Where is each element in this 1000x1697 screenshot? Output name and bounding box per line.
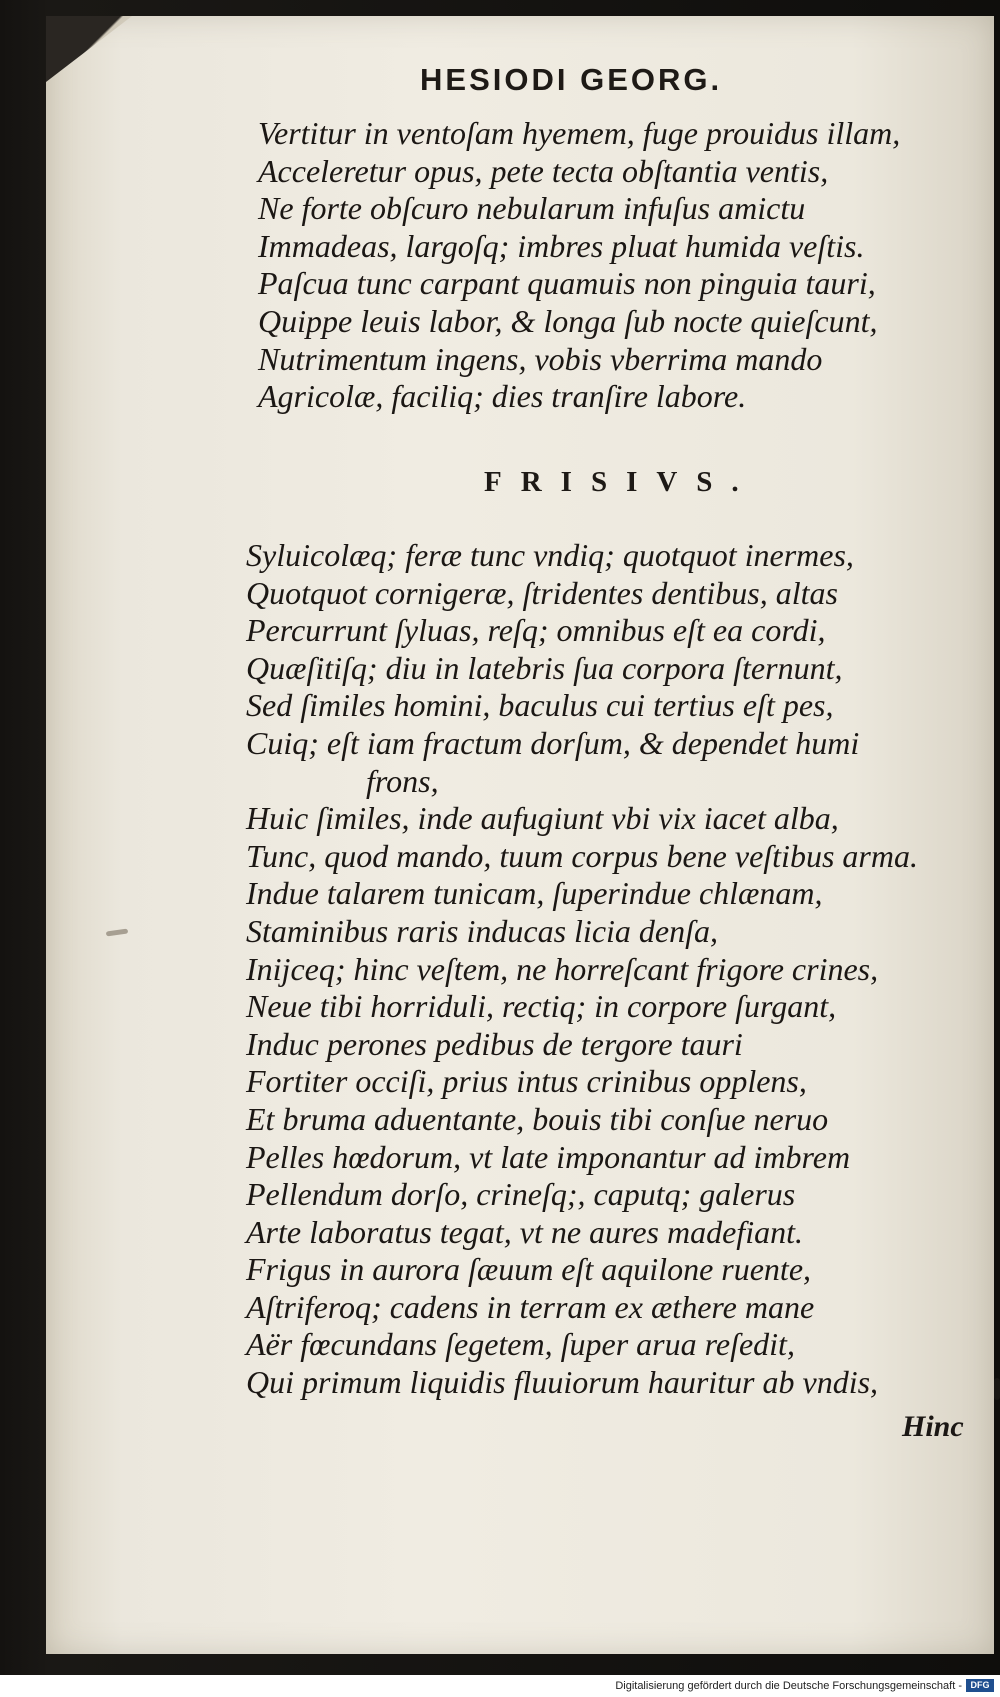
verse-line: Quippe leuis labor, & longa ſub nocte quieſcunt, [258, 302, 878, 339]
verse-line: Indue talarem tunicam, ſuperindue chlænam, [246, 875, 823, 912]
verse-line: Fortiter occiſi, prius intus crinibus opplens, [246, 1063, 807, 1100]
verse-line: Qui primum liquidis fluuiorum hauritur ab vndis, [246, 1364, 879, 1401]
digitization-credit: Digitalisierung gefördert durch die Deutsche Forschungsgemeinschaft - [615, 1680, 962, 1692]
verse-line: Staminibus raris inducas licia denſa, [246, 912, 718, 949]
speaker-heading: FRISIVS. [484, 466, 758, 498]
verse-line: Arte laboratus tegat, vt ne aures madefiant. [246, 1213, 803, 1250]
verse-section-b [246, 537, 918, 1402]
verse-line: Quæſitiſq; diu in latebris ſua corpora ſternunt, [246, 649, 843, 686]
verse-line: Frigus in aurora ſæuum eſt aquilone ruente, [246, 1251, 812, 1288]
verse-line: Nutrimentum ingens, vobis vberrima mando [258, 340, 823, 377]
verse-line: Cuiq; eſt iam fractum dorſum, & dependet humi [246, 724, 860, 761]
verse-line: Immadeas, largoſq; imbres pluat humida veſtis. [258, 227, 865, 264]
running-head: HESIODI GEORG. [420, 62, 723, 97]
verse-line: Percurrunt ſyluas, reſq; omnibus eſt ea cordi, [246, 612, 826, 649]
verse-line: Et bruma aduentante, bouis tibi conſue neruo [246, 1100, 829, 1137]
verse-line: Agricolæ, faciliq; dies tranſire labore. [258, 378, 747, 415]
verse-line: Vertitur in ventoſam hyemem, fuge prouidus illam, [258, 115, 901, 151]
verse-line: Sed ſimiles homini, baculus cui tertius eſt pes, [246, 687, 834, 724]
catchword: Hinc [902, 1410, 964, 1443]
verse-line: Aſtriferoq; cadens in terram ex æthere mane [246, 1288, 815, 1325]
verse-line: Induc perones pedibus de tergore tauri [246, 1025, 743, 1062]
verse-line: Aër fœcundans ſegetem, ſuper arua reſedit, [246, 1326, 795, 1363]
verse-line: Inijceq; hinc veſtem, ne horreſcant frigore crines, [246, 950, 879, 987]
verse-line: Tunc, quod mando, tuum corpus bene veſtibus arma. [246, 837, 918, 874]
verse-line: Syluicolæq; feræ tunc vndiq; quotquot inermes, [246, 537, 854, 573]
verse-line: Neue tibi horriduli, rectiq; in corpore ſurgant, [246, 988, 837, 1025]
verse-line: Pellendum dorſo, crineſq;, caputq; galerus [246, 1176, 796, 1213]
verse-section-a [258, 115, 900, 416]
verse-line: Paſcua tunc carpant quamuis non pinguia tauri, [258, 265, 876, 302]
verse-line-continuation: frons, [366, 762, 439, 799]
verse-line: Pelles hœdorum, vt late imponantur ad imbrem [246, 1138, 851, 1175]
verse-line: Quotquot cornigeræ, ſtridentes dentibus, altas [246, 574, 838, 611]
verse-line: Huic ſimiles, inde aufugiunt vbi vix iacet alba, [246, 800, 839, 837]
verse-line: Ne forte obſcuro nebularum infuſus amictu [258, 190, 806, 227]
page-edge-mark [994, 1378, 1000, 1400]
dfg-logo[interactable]: DFG [966, 1679, 994, 1692]
verse-line: Acceleretur opus, pete tecta obſtantia ventis, [258, 152, 829, 189]
